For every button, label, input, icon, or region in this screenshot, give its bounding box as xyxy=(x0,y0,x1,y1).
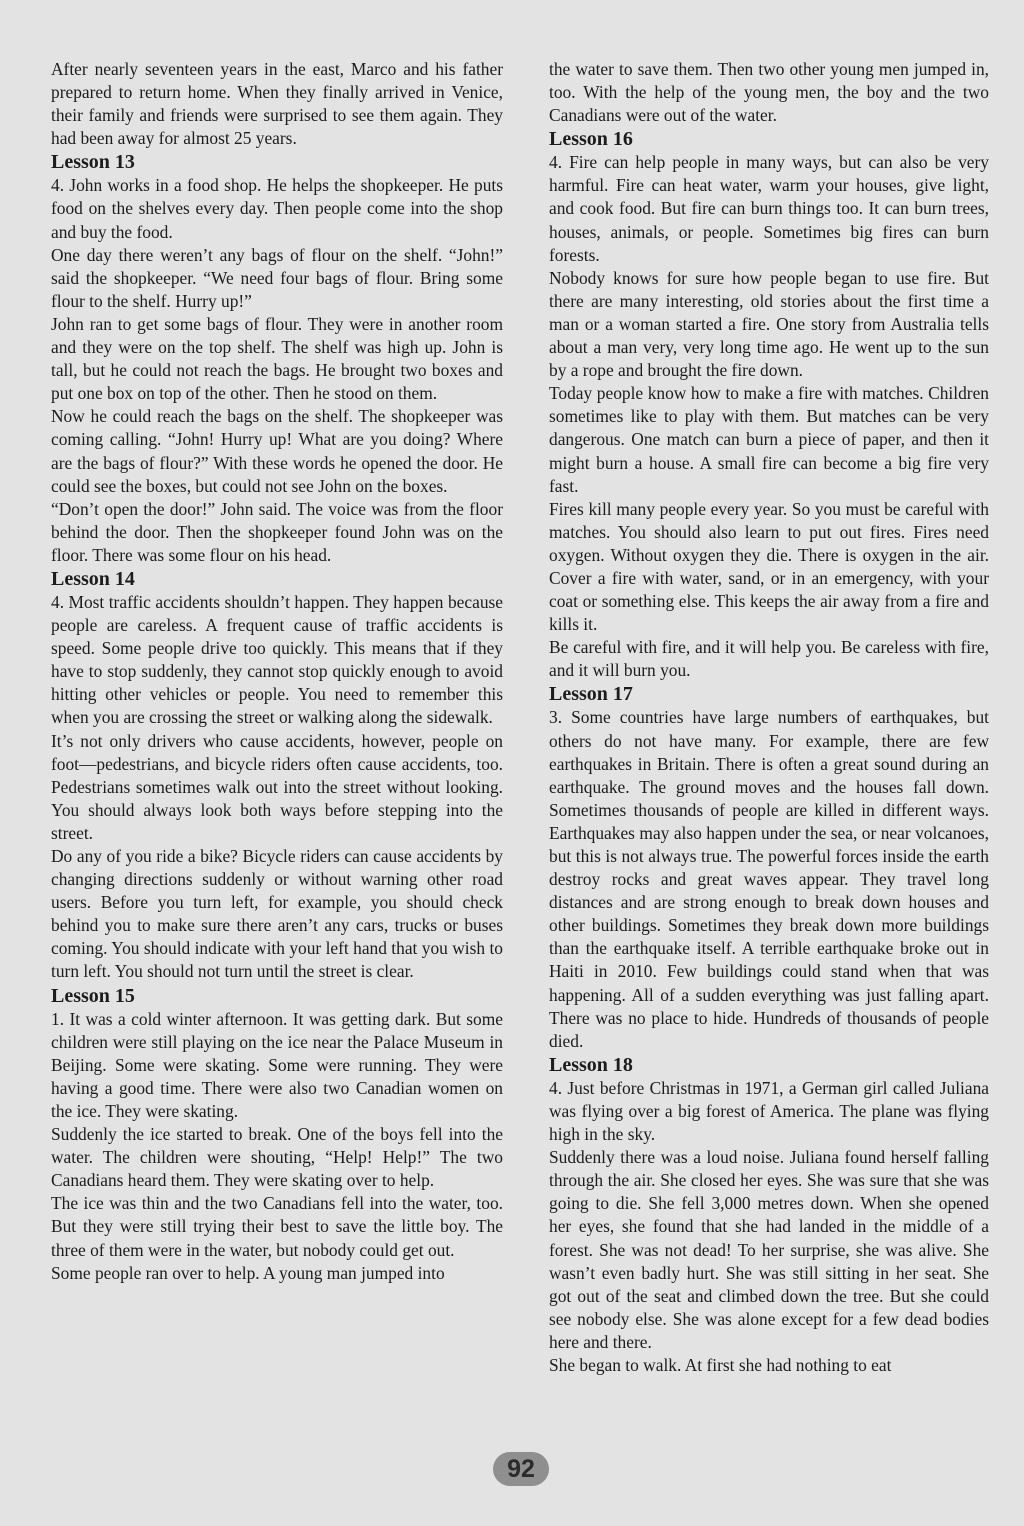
lesson-heading: Lesson 13 xyxy=(51,151,135,174)
lesson-heading: Lesson 18 xyxy=(549,1053,633,1076)
paragraph: One day there weren’t any bags of flour on the shelf. “John!” said the shopkeeper. “We need four bags of flour. Bring some flour to the shelf. Hurry up!” xyxy=(51,244,503,311)
paragraph: 4. Most traffic accidents shouldn’t happen. They happen because people are careless. A frequent cause of traffic accidents is speed. Some people drive too quickly. This means that if they have to stop suddenly, they cannot stop quickly enough to avoid hitting other vehicles or people. You need to remember this when you are crossing the street or walking along the sidewalk. xyxy=(51,591,503,728)
paragraph: Be careful with fire, and it will help you. Be careless with fire, and it will burn you. xyxy=(549,637,989,681)
paragraph: the water to save them. Then two other young men jumped in, too. With the help of the young men, the boy and the two Canadians were out of the water. xyxy=(549,59,989,126)
paragraph: 4. Fire can help people in many ways, but can also be very harmful. Fire can heat water, warm your houses, give light, and cook food. But fire can burn things too. It can burn trees, houses, animals, or people. Sometimes big fires can burn forests. xyxy=(549,152,989,265)
paragraph: 4. Just before Christmas in 1971, a German girl called Juliana was flying over a big forest of America. The plane was flying high in the sky. xyxy=(549,1077,989,1145)
paragraph: After nearly seventeen years in the east, Marco and his father prepared to return home. When they finally arrived in Venice, their family and friends were surprised to see them again. They had been away for almost 25 years. xyxy=(51,59,503,149)
paragraph: Now he could reach the bags on the shelf. The shopkeeper was coming calling. “John! Hurry up! What are you doing? Where are the bags of flour?” With these words he opened the door. He could see the boxes, but could not see John on the boxes. xyxy=(51,406,503,496)
paragraph: Some people ran over to help. A young man jumped into xyxy=(51,1262,445,1283)
paragraph: 4. John works in a food shop. He helps the shopkeeper. He puts food on the shelves every day. Then people come into the shop and buy the food. xyxy=(51,175,503,242)
paragraph: It’s not only drivers who cause accidents, however, people on foot—pedestrians, and bicycle riders often cause accidents, too. Pedestrians sometimes walk out into the street without looking. You should always look both ways before stepping into the street. xyxy=(51,730,503,843)
paragraph: 1. It was a cold winter afternoon. It was getting dark. But some children were still playing on the ice near the Palace Museum in Beijing. Some were skating. Some were running. They were having a good time. There were also two Canadian women on the ice. They were skating. xyxy=(51,1008,503,1121)
paragraph: Nobody knows for sure how people began to use fire. But there are many interesting, old stories about the first time a man or a woman started a fire. One story from Australia tells about a man very, very long time ago. He went up to the sun by a rope and brought the fire down. xyxy=(549,267,989,381)
paragraph: 3. Some countries have large numbers of earthquakes, but others do not have many. For example, there are few earthquakes in Britain. There is often a great sound during an earthquake. The ground moves and the houses fall down. Sometimes thousands of people are killed in different ways. Earthquakes may also happen under the sea, or near volcanoes, but this is not always true. The powerful forces inside the earth destroy rocks and great waves appear. They travel long distances and are strong enough to break down houses and other buildings. Sometimes they break down more buildings than the earthquake itself. A terrible earthquake broke out in Haiti in 2010. Few buildings could stand when that was happening. All of a sudden everything was just falling apart. There was no place to hide. Hundreds of thousands of people died. xyxy=(549,707,989,1051)
paragraph: She began to walk. At first she had nothing to eat xyxy=(549,1354,892,1375)
lesson-heading: Lesson 14 xyxy=(51,567,135,590)
left-column xyxy=(51,58,503,1285)
lesson-heading: Lesson 15 xyxy=(51,984,135,1007)
paragraph: Do any of you ride a bike? Bicycle riders can cause accidents by changing directions suddenly or without warning other road users. Before you turn left, for example, you should check behind you to make sure there aren’t any cars, trucks or buses coming. You should indicate with your left hand that you wish to turn left. You should not turn until the street is clear. xyxy=(51,846,503,982)
page-number: 92 xyxy=(493,1452,549,1486)
lesson-heading: Lesson 16 xyxy=(549,128,633,151)
paragraph: Suddenly the ice started to break. One of the boys fell into the water. The children were shouting, “Help! Help!” The two Canadians heard them. They were skating over to help. xyxy=(51,1124,503,1191)
paragraph: John ran to get some bags of flour. They were in another room and they were on the top shelf. The shelf was high up. John is tall, but he could not reach the bags. He brought two boxes and put one box on top of the other. Then he stood on them. xyxy=(51,313,503,404)
paragraph: Fires kill many people every year. So you must be careful with matches. You should also learn to put out fires. Fires need oxygen. Without oxygen they die. There is oxygen in the air. Cover a fire with water, sand, or in an emergency, with your coat or something else. This keeps the air away from a fire and kills it. xyxy=(549,498,989,635)
paragraph: The ice was thin and the two Canadians fell into the water, too. But they were still trying their best to save the little boy. The three of them were in the water, but nobody could get out. xyxy=(51,1193,503,1260)
paragraph: “Don’t open the door!” John said. The voice was from the floor behind the door. Then the shopkeeper found John was on the floor. There was some flour on his head. xyxy=(51,498,503,565)
right-column xyxy=(549,58,989,1377)
paragraph: Today people know how to make a fire with matches. Children sometimes like to play with them. But matches can be very dangerous. One match can burn a piece of paper, and then it might burn a house. A small fire can become a big fire very fast. xyxy=(549,383,989,496)
lesson-heading: Lesson 17 xyxy=(549,683,633,706)
paragraph: Suddenly there was a loud noise. Juliana found herself falling through the air. She closed her eyes. She was sure that she was going to die. She fell 3,000 metres down. When she opened her eyes, she found that she had landed in the middle of a forest. She was not dead! To her surprise, she was alive. She wasn’t even badly hurt. She was still sitting in her seat. She got out of the seat and climbed down the tree. But she could see nobody else. She was alone except for a few dead bodies here and there. xyxy=(549,1147,989,1352)
